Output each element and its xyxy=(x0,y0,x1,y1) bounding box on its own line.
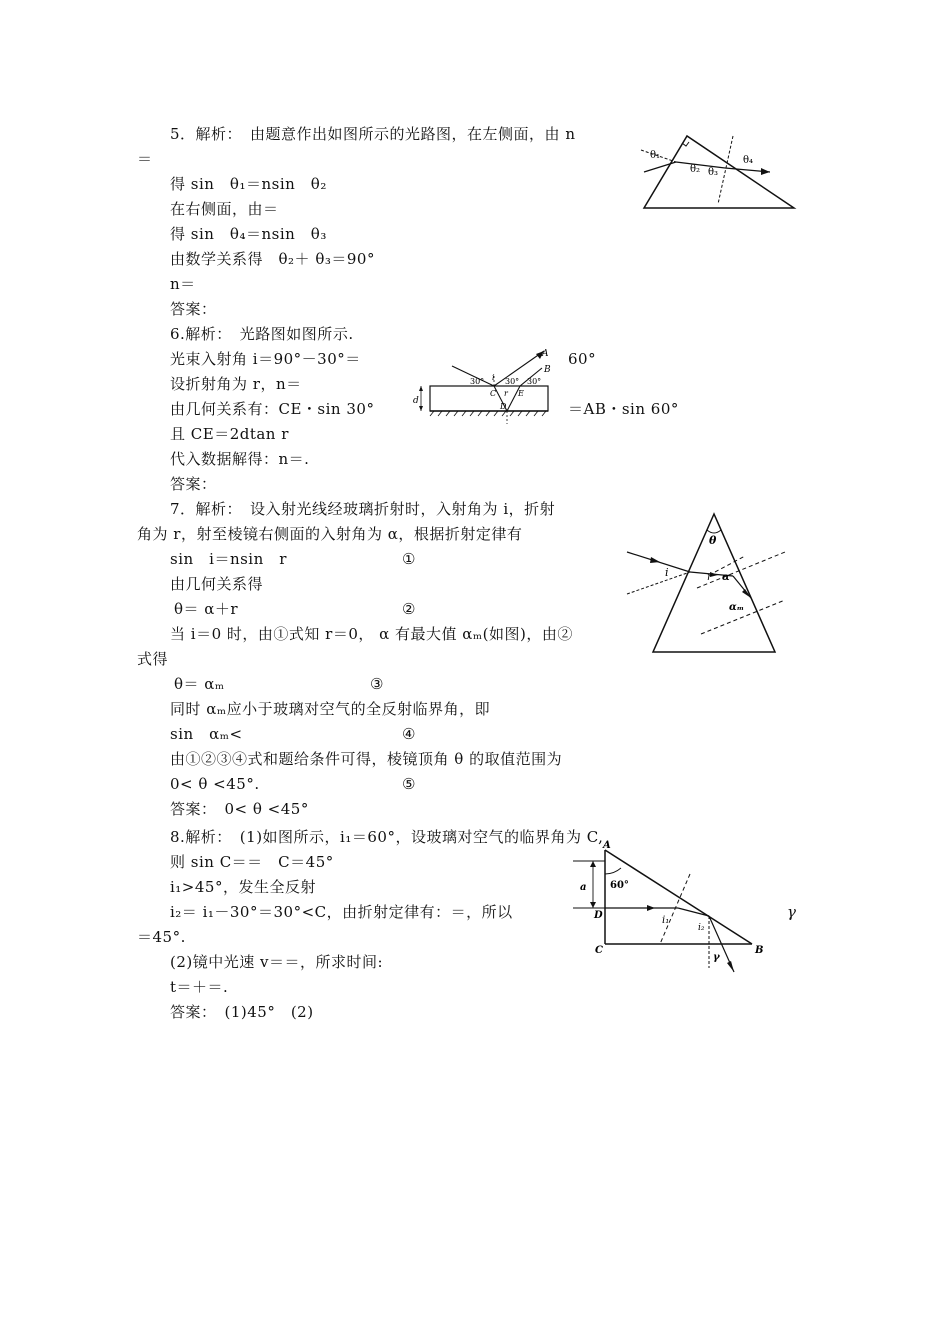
q7-eq-number: ① xyxy=(402,550,416,568)
q6-line: ＝AB・sin 60° xyxy=(568,400,679,418)
q6-line: 设折射角为 r，n＝ xyxy=(170,375,302,393)
q7-line: sin i＝nsin r xyxy=(170,550,287,568)
q8-triangle-figure xyxy=(570,836,770,976)
q5-line: 在右侧面，由＝ xyxy=(170,200,279,218)
q6-line: 且 CE＝2dtan r xyxy=(170,425,289,443)
q8-heading: 8.解析： (1)如图所示，i₁＝60°，设玻璃对空气的临界角为 C, xyxy=(170,828,604,846)
q7-eq-number: ③ xyxy=(370,675,384,693)
q6-fig-label: C xyxy=(490,389,497,398)
q8-line: ＝45°. xyxy=(137,928,186,946)
q5-prism-figure xyxy=(640,132,800,212)
q6-line: 60° xyxy=(568,350,597,368)
q6-fig-label: B xyxy=(544,365,551,375)
q6-line: 代入数据解得：n＝. xyxy=(170,450,310,468)
q6-slab-figure xyxy=(412,346,562,426)
q6-fig-label: d xyxy=(413,396,419,406)
q7-fig-label: θ xyxy=(709,534,717,547)
q6-fig-label: A xyxy=(542,349,549,359)
q5-line: 得 sin θ₁＝nsin θ₂ xyxy=(170,175,327,193)
q8-line: t＝＋＝. xyxy=(170,978,229,996)
q6-line: 光束入射角 i＝90°－30°＝ xyxy=(170,350,361,368)
q7-line: 由几何关系得 xyxy=(170,575,264,593)
q5-line: 由数学关系得 θ₂＋ θ₃＝90° xyxy=(170,250,375,268)
q8-line: i₁>45°，发生全反射 xyxy=(170,878,316,896)
q7-line: sin αₘ< xyxy=(170,725,243,743)
q5-fig-label: θ₂ xyxy=(690,164,701,175)
q8-fig-label: C xyxy=(595,945,603,956)
q7-line: 0< θ <45°. xyxy=(170,775,260,793)
q7-heading: 7．解析： 设入射光线经玻璃折射时，入射角为 i，折射 xyxy=(170,500,556,518)
q5-fig-label: θ₄ xyxy=(743,155,754,166)
q7-eq-number: ② xyxy=(402,600,416,618)
q6-fig-label: r xyxy=(504,389,508,398)
q8-line: 则 sin C＝＝ C＝45° xyxy=(170,853,334,871)
q8-line: i₂＝ i₁－30°＝30°<C，由折射定律有：＝，所以 xyxy=(170,903,513,921)
q8-line: (2)镜中光速 v＝＝，所求时间: xyxy=(170,953,384,971)
q7-answer: 答案： 0< θ <45° xyxy=(170,800,309,818)
q8-fig-label: 60° xyxy=(610,880,629,891)
q7-fig-label: i xyxy=(665,566,669,579)
q6-fig-label: 30° xyxy=(470,377,485,386)
q5-answer: 答案： xyxy=(170,300,217,318)
q8-fig-label: A xyxy=(603,840,611,851)
q6-fig-label: E xyxy=(518,389,524,398)
q7-line: θ＝ α＋r xyxy=(174,600,239,618)
q6-line: 由几何关系有：CE・sin 30° xyxy=(170,400,375,418)
q6-fig-label: 30° xyxy=(527,377,542,386)
q7-line: 角为 r，射至棱镜右侧面的入射角为 α，根据折射定律有 xyxy=(137,525,523,543)
q5-fig-label: θ₃ xyxy=(708,167,719,178)
q7-line: 式得 xyxy=(137,650,169,668)
q8-fig-label: i₁ xyxy=(662,915,670,926)
q7-line: 同时 αₘ应小于玻璃对空气的全反射临界角，即 xyxy=(170,700,491,718)
q7-line: 当 i＝0 时，由①式知 r＝0， α 有最大值 αₘ(如图)，由② xyxy=(170,625,573,643)
q8-fig-label: D xyxy=(594,910,603,921)
q6-fig-label: 30° xyxy=(505,377,520,386)
q7-eq-number: ④ xyxy=(402,725,416,743)
q5-heading: 5．解析： 由题意作出如图所示的光路图，在左侧面，由 n xyxy=(170,125,576,143)
q8-fig-label: i₂ xyxy=(698,923,705,933)
q7-line: 由①②③④式和题给条件可得，棱镜顶角 θ 的取值范围为 xyxy=(170,750,563,768)
q8-fig-label: a xyxy=(580,882,587,893)
q5-line: 得 sin θ₄＝nsin θ₃ xyxy=(170,225,327,243)
q8-fig-label: γ xyxy=(713,952,720,963)
q8-fig-label: B xyxy=(755,945,764,956)
q6-answer: 答案： xyxy=(170,475,217,493)
q7-fig-label: r xyxy=(707,572,712,583)
q7-fig-label: αₘ xyxy=(729,602,744,613)
q7-line: θ＝ αₘ xyxy=(174,675,225,693)
q7-prism-figure xyxy=(625,512,785,657)
q8-line: γ xyxy=(787,903,797,921)
q6-heading: 6.解析： 光路图如图所示. xyxy=(170,325,354,343)
q7-fig-label: α xyxy=(722,572,730,583)
q5-fig-label: θ₁ xyxy=(650,150,661,161)
q5-line: ＝ xyxy=(137,150,153,168)
q5-line: n＝ xyxy=(170,275,196,293)
q6-fig-label: i xyxy=(492,373,495,382)
q6-fig-label: D xyxy=(500,402,507,411)
q7-eq-number: ⑤ xyxy=(402,775,416,793)
q8-answer: 答案： (1)45° (2) xyxy=(170,1003,314,1021)
